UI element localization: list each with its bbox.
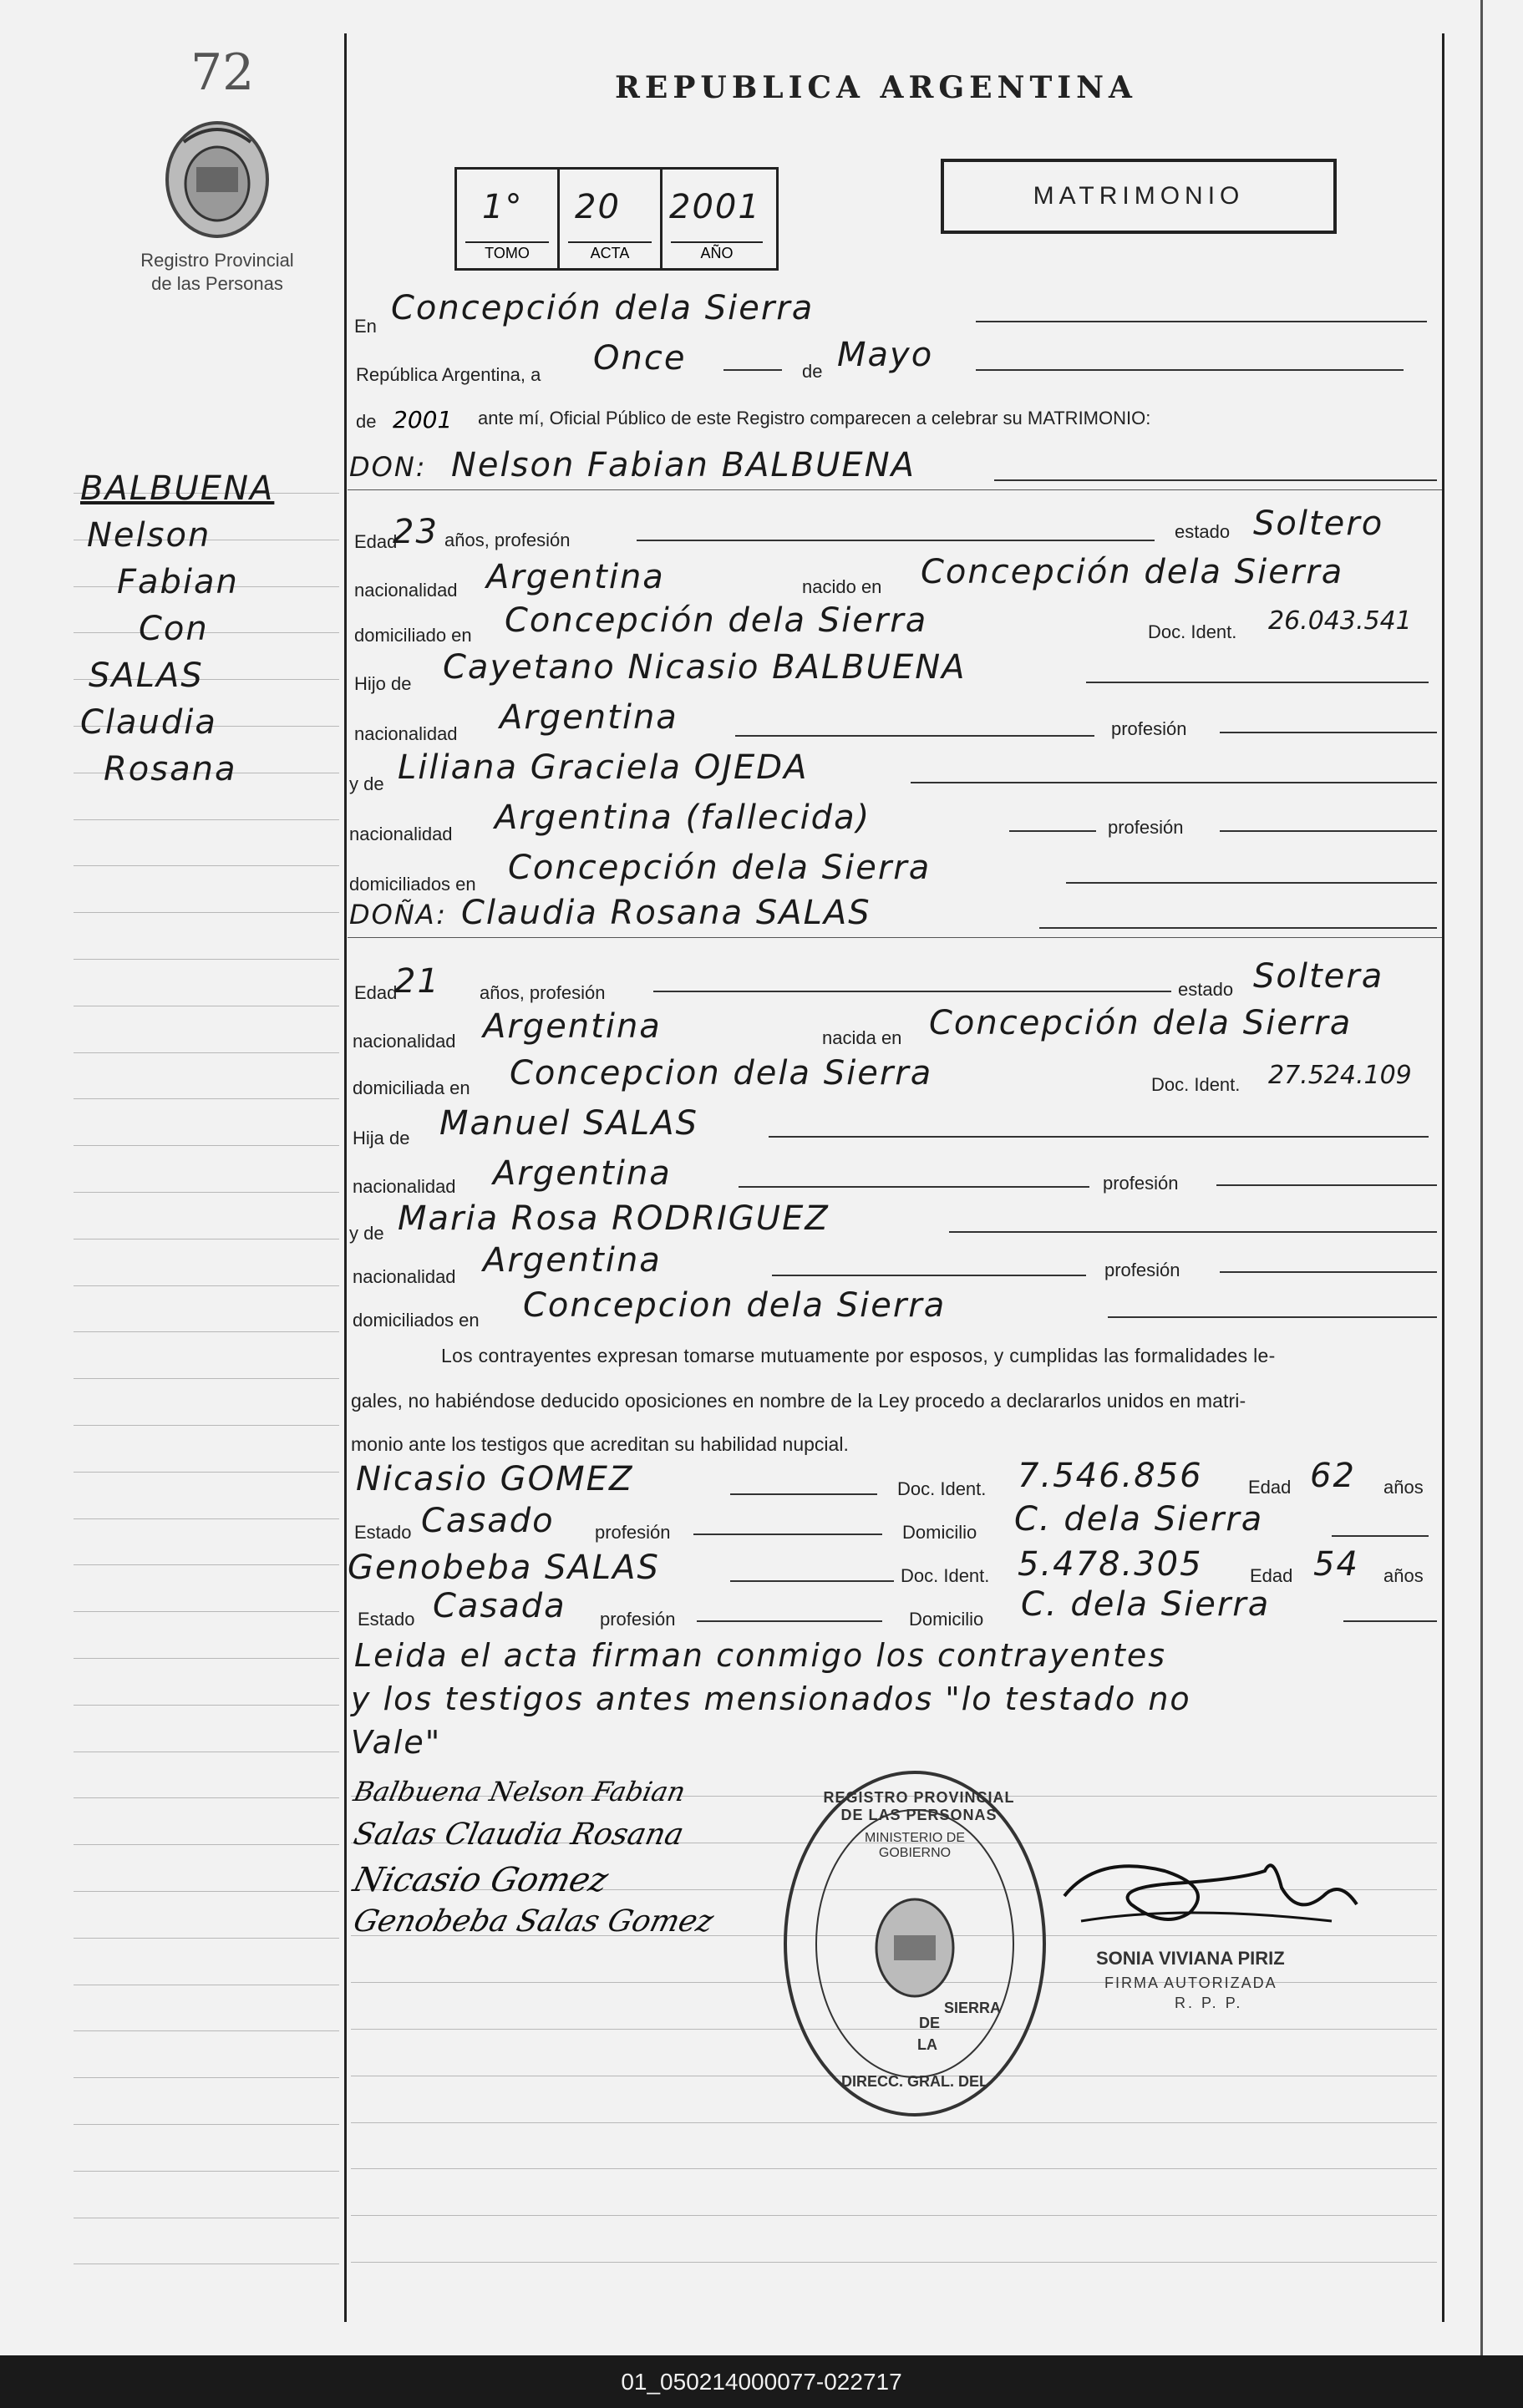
stamp-text-sierra: SIERRA [944,2000,1002,2016]
signature-2: Salas Claudia Rosana [350,1817,687,1852]
groom-domicilio: Concepción dela Sierra [505,601,928,640]
margin-rule-line [74,1331,339,1332]
margin-rule-line [74,1611,339,1612]
margin-rule-line [74,1844,339,1845]
act-type-label: MATRIMONIO [1033,182,1245,210]
section-separator [348,937,1442,938]
fill-line [735,735,1094,737]
margin-name-6: Claudia [80,703,217,742]
margin-rule-line [74,1145,339,1146]
bride-estado: Soltera [1253,957,1384,996]
margin-rule-line [74,1192,339,1193]
bride-parents-dom-label: domiciliados en [353,1310,480,1331]
far-right-border [1480,0,1483,2355]
closing-line-3: Vale" [351,1724,442,1761]
official-name: SONIA VIVIANA PIRIZ [1096,1948,1285,1969]
witness1-domicilio-label: Domicilio [902,1522,977,1543]
closing-line-2: y los testigos antes mensionados "lo testado no [351,1681,1191,1717]
official-stamp [777,1764,1053,2123]
acta-label: ACTA [568,241,652,262]
witness1-edad: 62 [1310,1457,1356,1495]
fill-line [1009,830,1096,832]
fill-line [1066,882,1437,884]
fill-line [769,1136,1429,1138]
groom-father-prof-label: profesión [1111,718,1187,739]
bride-nacida-label: nacida en [822,1027,902,1048]
month-value: Mayo [837,336,934,374]
fill-line [1332,1535,1429,1537]
day-value: Once [593,339,687,378]
groom-mother: Liliana Graciela OJEDA [398,748,809,787]
bride-mother-nac-label: nacionalidad [353,1266,456,1287]
body-rule-line [351,2262,1437,2263]
margin-rule-line [74,1938,339,1939]
groom-name: Nelson Fabian BALBUENA [451,446,916,484]
bride-name: Claudia Rosana SALAS [461,894,871,932]
year-value: 2001 [393,406,453,433]
witness1-anos-label: años [1383,1477,1424,1498]
place-value: Concepción dela Sierra [391,289,815,327]
groom-edad-label: Edad [354,531,398,552]
witness2-profesion-label: profesión [600,1609,676,1630]
official-office: R. P. P. [1175,1995,1243,2011]
fill-line [911,782,1437,783]
groom-nacido: Concepción dela Sierra [921,553,1344,591]
margin-rule-line [74,2171,339,2172]
right-border [1442,33,1444,2322]
margin-name-2: Nelson [87,516,211,555]
declaration-line-2: gales, no habiéndose deducido oposiciones en nombre de la Ley procedo a declararlos unidos en matri- [351,1390,1246,1412]
bride-domicilio-label: domiciliada en [353,1077,470,1098]
margin-rule-line [74,912,339,913]
intro-text: ante mí, Oficial Público de este Registro comparecen a celebrar su MATRIMONIO: [478,408,1151,428]
fill-line [1220,1271,1437,1273]
bride-doc-label: Doc. Ident. [1151,1074,1241,1095]
fill-line [1039,927,1437,929]
margin-rule-line [74,2077,339,2078]
fill-line [1220,830,1437,832]
margin-rule-line [74,2030,339,2031]
official-signature-icon [1048,1838,1365,1946]
fill-line [1086,682,1429,683]
fill-line [1343,1620,1437,1622]
margin-rule-line [74,2124,339,2125]
section-separator [348,489,1442,490]
registry-label: Registro Provincial de las Personas [140,250,294,294]
margin-rule-line [74,1098,339,1099]
declaration-line-3: monio ante los testigos que acreditan su habilidad nupcial. [351,1433,849,1455]
groom-estado-label: estado [1175,521,1231,542]
margin-name-4: Con [139,610,209,648]
tomo-label: TOMO [465,241,549,262]
fill-line [976,321,1427,322]
signature-1: Balbuena Nelson Fabian [350,1776,688,1807]
groom-nacido-label: nacido en [802,576,882,597]
groom-estado: Soltero [1253,504,1384,543]
bride-mother: Maria Rosa RODRIGUEZ [398,1199,830,1238]
groom-edad: 23 [393,513,439,551]
closing-line-1: Leida el acta firman conmigo los contrayentes [354,1637,1167,1674]
witness2-domicilio: C. dela Sierra [1021,1585,1271,1624]
page-number: 72 [190,43,255,102]
margin-rule-line [74,1425,339,1426]
witness2-estado-label: Estado [358,1609,415,1630]
signature-4: Genobeba Salas Gomez [349,1904,718,1939]
bride-profesion-label: años, profesión [480,982,606,1003]
margin-rule-line [74,1705,339,1706]
de2-label: de [356,411,377,432]
bride-edad-label: Edad [354,982,398,1003]
tomo-value: 1° [482,188,524,226]
groom-profesion-label: años, profesión [444,530,571,550]
fill-line [730,1493,877,1495]
margin-name-3: Fabian [117,563,239,601]
witness1-name: Nicasio GOMEZ [356,1460,634,1498]
fill-line [949,1231,1437,1233]
bride-father-nac-label: nacionalidad [353,1176,456,1197]
bride-father-prof-label: profesión [1103,1173,1179,1194]
fill-line [653,991,1171,992]
witness2-edad-label: Edad [1250,1565,1293,1586]
bride-mother-nac: Argentina [483,1241,662,1280]
act-type-box [941,159,1337,234]
margin-rule-line [74,1797,339,1798]
bride-doc: 27.524.109 [1268,1061,1412,1090]
witness2-domicilio-label: Domicilio [909,1609,984,1630]
witness1-estado: Casado [421,1502,555,1540]
groom-father-nac-label: nacionalidad [354,723,458,744]
stamp-text-de: DE [919,2015,941,2031]
groom-nacionalidad-label: nacionalidad [354,580,458,601]
fill-line [1216,1184,1437,1186]
provincial-seal-icon [150,117,284,242]
witness1-doc-label: Doc. Ident. [897,1478,987,1499]
witness1-profesion-label: profesión [595,1522,671,1543]
stamp-text-top: REGISTRO PROVINCIAL DE LAS PERSONAS [823,1789,1015,1823]
fill-line [697,1620,882,1622]
margin-rule-line [74,865,339,866]
witness2-edad: 54 [1313,1545,1359,1584]
de-label: de [802,361,823,382]
fill-line [693,1534,882,1535]
left-column-border [344,33,347,2322]
fill-line [723,369,782,371]
bride-title: DOÑA: [349,899,448,930]
witness1-edad-label: Edad [1248,1477,1292,1498]
fill-line [637,540,1155,541]
margin-rule-line [74,1658,339,1659]
groom-nacionalidad: Argentina [486,558,665,596]
witness1-estado-label: Estado [354,1522,412,1543]
witness2-doc: 5.478.305 [1018,1545,1203,1584]
groom-mother-nac-label: nacionalidad [349,824,453,844]
witness2-doc-label: Doc. Ident. [901,1565,990,1586]
country-title: REPUBLICA ARGENTINA [615,70,1137,105]
groom-title: DON: [349,451,427,483]
anio-label: AÑO [671,241,763,262]
fill-line [976,369,1404,371]
margin-rule-line [74,959,339,960]
groom-doc-label: Doc. Ident. [1148,621,1237,642]
margin-rule-line [74,1518,339,1519]
body-rule-line [351,2168,1437,2169]
bride-nacida: Concepción dela Sierra [929,1004,1353,1042]
stamp-text-la: LA [917,2036,937,2053]
fill-line [994,479,1437,481]
groom-parents-dom: Concepción dela Sierra [508,849,932,887]
acta-value: 20 [575,188,621,226]
bride-estado-label: estado [1178,979,1234,1000]
bride-mother-prof-label: profesión [1104,1260,1180,1280]
groom-hijo-label: Hijo de [354,673,412,694]
fill-line [739,1186,1089,1188]
declaration-line-1: Los contrayentes expresan tomarse mutuamente por esposos, y cumplidas las formalidades le- [441,1345,1276,1366]
groom-parents-dom-label: domiciliados en [349,874,476,895]
fill-line [772,1275,1086,1276]
groom-y-de-label: y de [349,773,384,794]
margin-rule-line [74,1052,339,1053]
witness1-domicilio: C. dela Sierra [1014,1500,1264,1539]
registry-number-box [454,167,779,271]
margin-rule-line [74,1472,339,1473]
fill-line [1220,732,1437,733]
margin-name-5: SALAS [89,656,204,695]
official-role: FIRMA AUTORIZADA [1104,1975,1277,1991]
groom-father: Cayetano Nicasio BALBUENA [443,648,967,687]
groom-father-nac: Argentina [500,698,678,737]
margin-rule-line [74,1378,339,1379]
stamp-text-inner: MINISTERIO DE GOBIERNO [864,1831,965,1860]
bride-hija-label: Hija de [353,1128,410,1148]
margin-rule-line [74,1564,339,1565]
witness2-name: Genobeba SALAS [348,1549,660,1587]
bride-nacionalidad: Argentina [483,1007,662,1046]
witness1-doc: 7.546.856 [1018,1457,1203,1495]
witness2-estado: Casada [433,1587,566,1625]
margin-rule-line [74,1285,339,1286]
signature-3: Nicasio Gomez [349,1861,612,1899]
margin-rule-line [74,819,339,820]
en-label: En [354,316,377,337]
republica-label: República Argentina, a [356,364,541,385]
anio-value: 2001 [669,188,761,226]
fill-line [1108,1316,1437,1318]
witness2-anos-label: años [1383,1565,1424,1586]
bride-nacionalidad-label: nacionalidad [353,1031,456,1052]
fill-line [730,1580,894,1582]
bride-edad: 21 [394,962,440,1001]
image-id-footer: 01_050214000077-022717 [0,2355,1523,2408]
margin-name-7: Rosana [104,750,237,788]
bride-father: Manuel SALAS [439,1104,698,1143]
body-rule-line [351,2215,1437,2216]
stamp-text-bottom: DIRECC. GRAL. DEL [840,2073,988,2090]
bride-y-de-label: y de [349,1223,384,1244]
bride-father-nac: Argentina [493,1154,672,1193]
groom-doc: 26.043.541 [1268,606,1412,636]
groom-domicilio-label: domiciliado en [354,625,472,646]
bride-domicilio: Concepcion dela Sierra [510,1054,933,1092]
bride-parents-dom: Concepcion dela Sierra [523,1286,947,1325]
groom-mother-nac: Argentina (fallecida) [495,798,871,837]
margin-name-1: BALBUENA [80,469,275,508]
groom-mother-prof-label: profesión [1108,817,1184,838]
margin-rule-line [74,1891,339,1892]
